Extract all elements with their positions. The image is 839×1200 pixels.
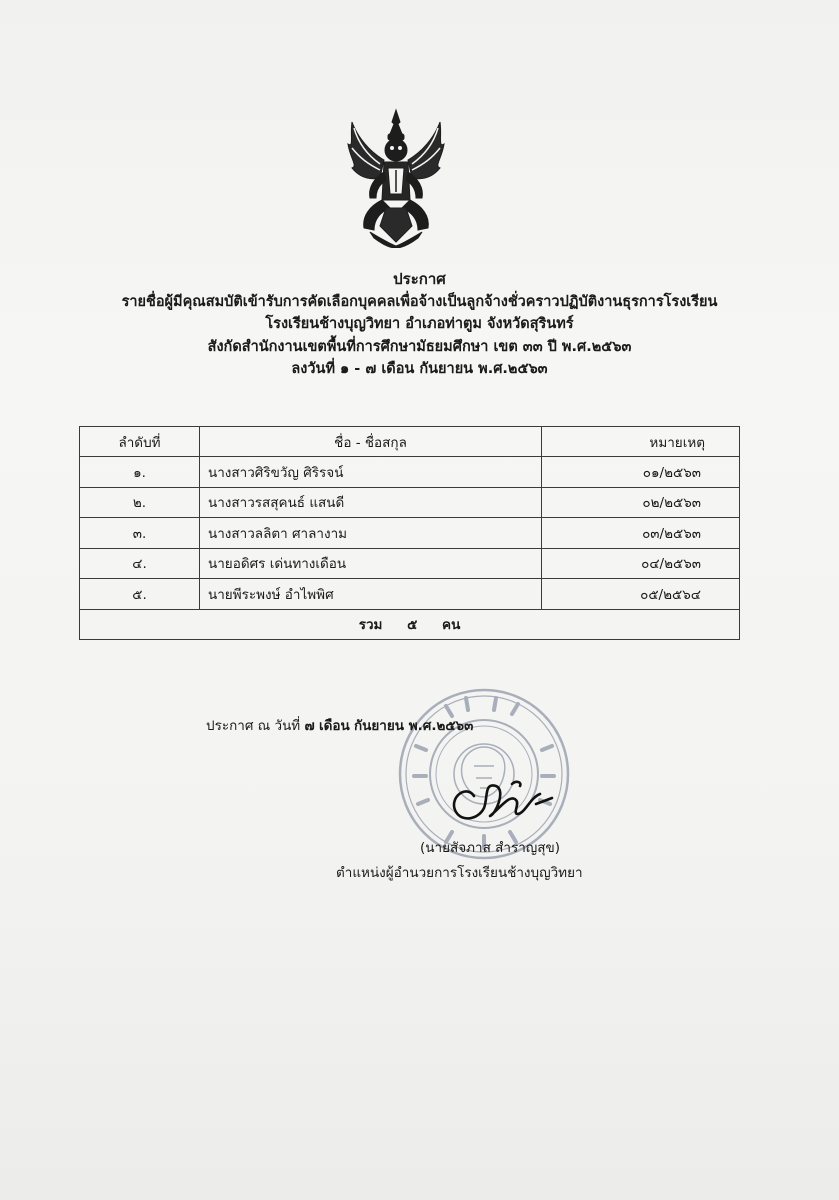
handwritten-signature	[440, 768, 560, 828]
row-order: ๑.	[80, 457, 200, 488]
row-note: ๐๔/๒๕๖๓	[542, 548, 740, 579]
total-cell	[80, 609, 740, 640]
total-unit: คน	[442, 617, 461, 634]
row-order: ๓.	[80, 518, 200, 549]
heading-line-3: สังกัดสำนักงานเขตพื้นที่การศึกษามัธยมศึกษา เขต ๓๓ ปี พ.ศ.๒๕๖๓	[207, 338, 632, 355]
row-name: นางสาวศิริขวัญ ศิริรจน์	[200, 457, 542, 488]
heading-line-4: ลงวันที่ ๑ - ๗ เดือน กันยายน พ.ศ.๒๕๖๓	[291, 361, 548, 377]
row-note: ๐๑/๒๕๖๓	[542, 457, 740, 488]
candidates-table	[79, 426, 740, 640]
header-note: หมายเหตุ	[542, 427, 740, 457]
announcement-date	[206, 714, 473, 736]
table-total-row	[80, 609, 740, 640]
row-name: นางสาวรสสุคนธ์ แสนดี	[200, 487, 542, 518]
row-order: ๕.	[80, 579, 200, 610]
announce-prefix: ประกาศ ณ วันที่	[206, 718, 301, 734]
row-order: ๔.	[80, 548, 200, 579]
garuda-emblem-icon	[340, 108, 452, 248]
row-name: นายพีระพงษ์ อำไพพิศ	[200, 579, 542, 610]
table-row	[80, 579, 740, 610]
row-note: ๐๕/๒๕๖๔	[542, 579, 740, 610]
row-note: ๐๓/๒๕๖๓	[542, 518, 740, 549]
total-label: รวม	[358, 617, 383, 634]
table-row	[80, 518, 740, 549]
total-count: ๕	[407, 617, 418, 634]
row-order: ๒.	[80, 487, 200, 518]
announce-day: ๗	[304, 718, 315, 734]
table-row	[80, 487, 740, 518]
table-row	[80, 457, 740, 488]
announcement-title: ประกาศ	[393, 270, 446, 288]
announce-month-label: เดือน	[318, 718, 350, 734]
document-heading	[0, 268, 839, 381]
signer-position: ตำแหน่งผู้อำนวยการโรงเรียนช้างบุญวิทยา	[336, 865, 583, 881]
row-name: นายอดิศร เด่นทางเดือน	[200, 548, 542, 579]
header-order: ลำดับที่	[80, 427, 200, 457]
header-name: ชื่อ - ชื่อสกุล	[200, 427, 542, 457]
table-row	[80, 548, 740, 579]
heading-line-1: รายชื่อผู้มีคุณสมบัติเข้ารับการคัดเลือกบุคคลเพื่อจ้างเป็นลูกจ้างชั่วคราวปฏิบัติงานธุรการโรงเรียน	[121, 293, 718, 310]
row-name: นางสาวลลิตา ศาลางาม	[200, 518, 542, 549]
announce-month-year: กันยายน พ.ศ.๒๕๖๓	[353, 718, 474, 734]
signer-name: (นายสัจภาส สำราญสุข)	[420, 840, 561, 856]
table-header-row	[80, 427, 740, 457]
heading-line-2: โรงเรียนช้างบุญวิทยา อำเภอท่าตูม จังหวัดสุรินทร์	[265, 316, 574, 332]
row-note: ๐๒/๒๕๖๓	[542, 487, 740, 518]
